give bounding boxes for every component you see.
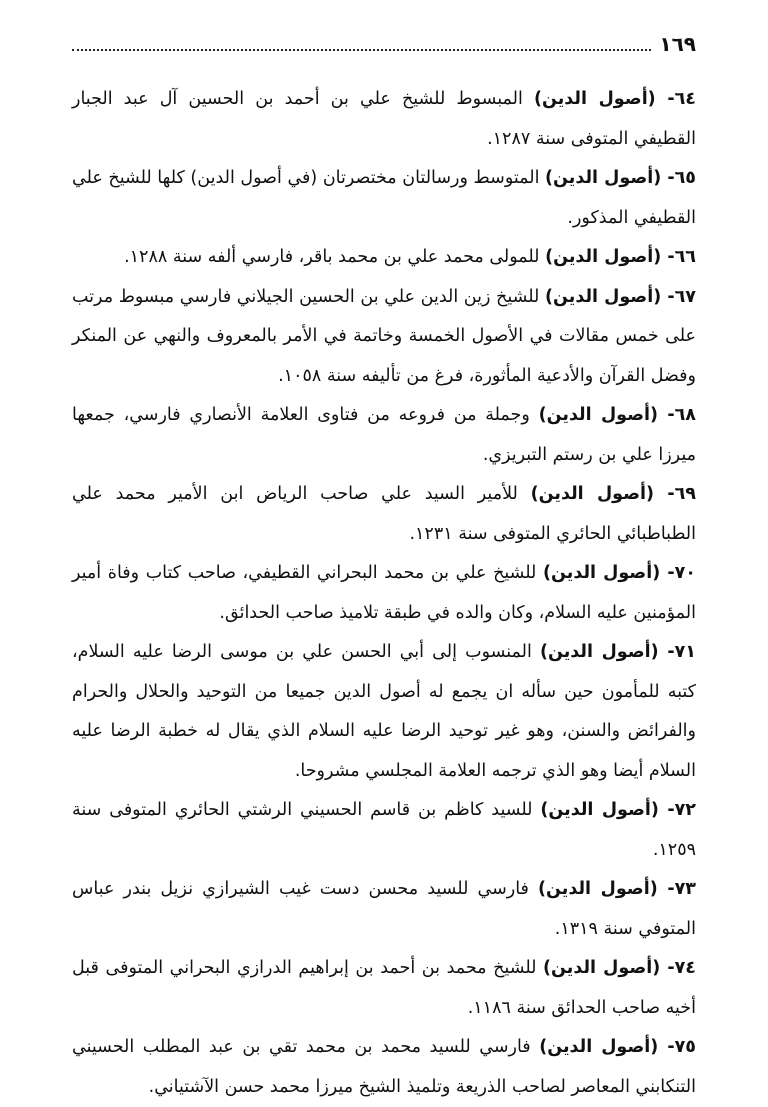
entry-lead: ٦٦- (أصول الدين) [545,247,696,267]
entry-text: المبسوط للشيخ علي بن أحمد بن الحسين آل عبد الجبار القطيفي المتوفى سنة ١٢٨٧. [72,89,696,149]
entry-72 [72,791,696,870]
entry-lead: ٧١- (أصول الدين) [539,642,696,662]
entry-67 [72,278,696,397]
book-page [72,24,696,1107]
entry-lead: ٧٠- (أصول الدين) [543,563,696,583]
entry-lead: ٦٧- (أصول الدين) [545,286,696,307]
entry-text: للمولى محمد علي بن محمد باقر، فارسي ألفه سنة ١٢٨٨. [124,247,540,267]
entry-75 [72,1028,696,1107]
page-header [72,24,696,64]
entry-text: للشيخ محمد بن أحمد بن إبراهيم الدرازي البحراني المتوفى قبل أخيه صاحب الحدائق سنة ١١٨٦. [72,958,696,1018]
entry-text: المتوسط ورسالتان مختصرتان (في أصول الدين) كلها للشيخ علي القطيفي المذكور. [72,168,696,228]
entry-list [72,80,696,1107]
entry-text: فارسي للسيد محسن دست غيب الشيرازي نزيل بندر عباس المتوفي سنة ١٣١٩. [72,879,696,939]
entry-text: للشيخ علي بن محمد البحراني القطيفي، صاحب كتاب وفاة أمير المؤمنين عليه السلام، وكان والده في طبقة تلاميذ صاحب الحدائق. [72,563,696,623]
dotted-leader [72,49,651,51]
entry-lead: ٦٥- (أصول الدين) [545,168,696,188]
entry-text: وجملة من فروعه من فتاوى العلامة الأنصاري فارسي، جمعها ميرزا علي بن رستم التبريزي. [72,405,696,465]
entry-lead: ٦٤- (أصول الدين) [533,89,696,109]
entry-66 [72,238,696,278]
entry-lead: ٧٢- (أصول الدين) [540,800,696,820]
entry-lead: ٦٨- (أصول الدين) [538,405,696,425]
entry-lead: ٧٤- (أصول الدين) [543,958,696,978]
entry-text: للأمير السيد علي صاحب الرياض ابن الأمير محمد علي الطباطبائي الحائري المتوفى سنة ١٢٣١. [72,484,696,544]
entry-74 [72,949,696,1028]
page-number: ١٦٩ [659,32,696,56]
entry-68 [72,396,696,475]
entry-65 [72,159,696,238]
entry-64 [72,80,696,159]
entry-71 [72,633,696,791]
entry-73 [72,870,696,949]
entry-lead: ٧٥- (أصول الدين) [539,1037,696,1057]
entry-70 [72,554,696,633]
entry-lead: ٦٩- (أصول الدين) [530,484,696,504]
entry-text: فارسي للسيد محمد بن محمد تقي بن عبد المطلب الحسيني التنكابني المعاصر لصاحب الذريعة وتلميذ الشيخ ميرزا محمد حسن الآشتياني. [72,1037,696,1097]
entry-text: للسيد كاظم بن قاسم الحسيني الرشتي الحائري المتوفى سنة ١٢٥٩. [72,800,696,860]
entry-text: للشيخ زين الدين علي بن الحسين الجيلاني فارسي مبسوط مرتب على خمس مقالات في الأصول الخمسة وخاتمة في الأمر بالمعروف والنهي عن المنكر وفضل القرآن والأدعية المأثورة، فرغ من تأليفه سنة ١٠٥٨. [72,286,696,386]
entry-text: المنسوب إلى أبي الحسن علي بن موسى الرضا عليه السلام، كتبه للمأمون حين سأله ان يجمع له أصول الدين جميعا من التوحيد والحلال والحرام والفرائض والسنن، وهو غير توحيد الرضا عليه السلام الذي يقال له خطبة الرضا عليه السلام أيضا وهو الذي ترجمه العلامة المجلسي مشروحا. [72,642,696,781]
entry-lead: ٧٣- (أصول الدين) [538,879,696,899]
entry-69 [72,475,696,554]
